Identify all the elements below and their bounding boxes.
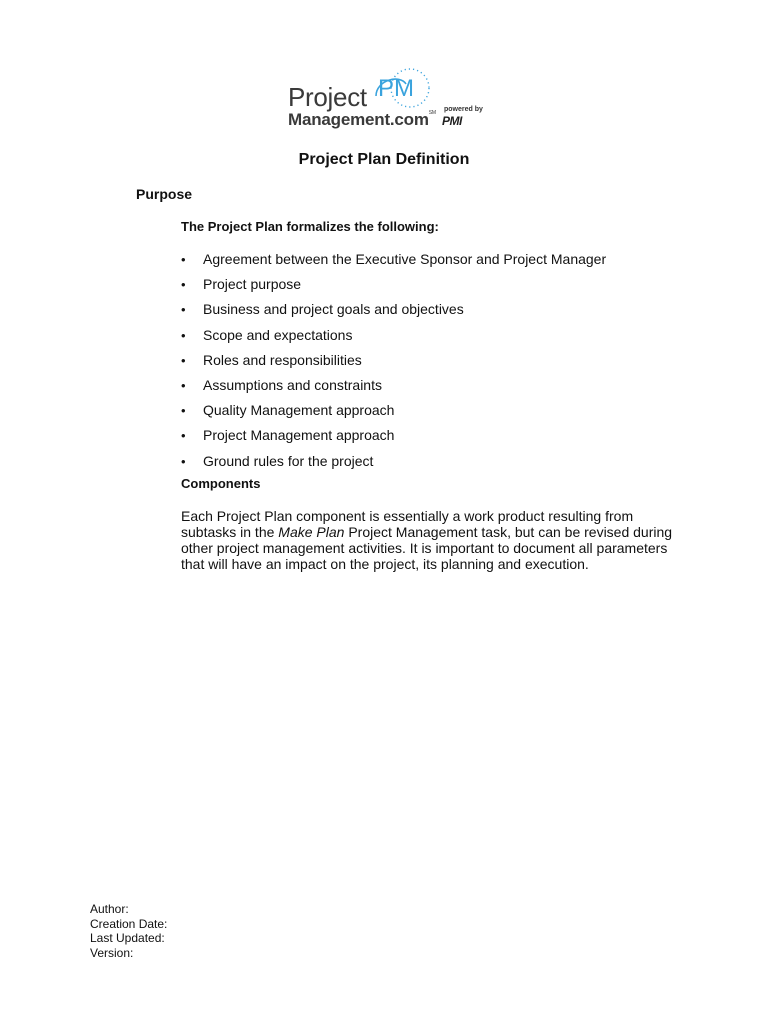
document-metadata-footer	[90, 902, 167, 960]
components-heading: Components	[181, 476, 261, 491]
list-item-text: Project purpose	[203, 276, 302, 293]
bullet-icon: •	[181, 302, 186, 318]
logo-pm-text: PM	[378, 75, 414, 102]
author-label: Author:	[90, 902, 129, 916]
logo-management-label: Management.com	[288, 110, 429, 129]
components-paragraph	[181, 508, 681, 572]
components-text-part1: Each Project Plan component is essentially a work product resulting from subtasks in the	[181, 508, 634, 540]
list-item-text: Ground rules for the project	[203, 452, 374, 469]
logo-management-text	[288, 111, 436, 128]
list-item	[181, 301, 606, 326]
bullet-icon: •	[181, 252, 186, 267]
logo-service-mark: SM	[428, 110, 436, 116]
document-title: Project Plan Definition	[298, 151, 470, 168]
bullet-icon: •	[181, 453, 186, 469]
list-item-text: Quality Management approach	[203, 402, 395, 419]
purpose-intro: The Project Plan formalizes the following:	[181, 219, 439, 234]
bullet-icon: •	[181, 428, 186, 444]
list-item	[181, 377, 606, 402]
last-updated-label: Last Updated:	[90, 931, 165, 945]
list-item-text: Roles and responsibilities	[203, 351, 362, 368]
list-item-text: Scope and expectations	[203, 326, 353, 343]
list-item	[181, 251, 606, 276]
bullet-icon: •	[181, 352, 186, 368]
bullet-icon: •	[181, 327, 186, 343]
logo-project-text: Project	[288, 82, 367, 112]
bullet-icon: •	[181, 277, 186, 293]
list-item	[181, 327, 606, 352]
logo-powered-by: powered by	[444, 106, 483, 113]
list-item-text: Business and project goals and objectives	[203, 301, 464, 318]
projectmanagement-logo	[288, 66, 484, 132]
list-item	[181, 276, 606, 301]
pm-speech-bubble-icon	[370, 66, 446, 114]
components-text-part2: Project Management task, but can be revised during other project management activities. It is important to document all parameters that will have an impact on the project, its planning and execution.	[181, 524, 673, 572]
purpose-heading: Purpose	[136, 186, 193, 202]
list-item-text: Assumptions and constraints	[203, 376, 382, 393]
list-item	[181, 427, 606, 452]
logo-pmi: PMI	[442, 114, 462, 128]
creation-date-label: Creation Date:	[90, 916, 168, 931]
list-item	[181, 352, 606, 377]
version-label: Version:	[90, 945, 134, 960]
list-item	[181, 453, 606, 478]
bullet-icon: •	[181, 403, 186, 419]
list-item	[181, 402, 606, 427]
list-item-text: Agreement between the Executive Sponsor and Project Manager	[203, 251, 607, 267]
list-item-text: Project Management approach	[203, 427, 395, 444]
bullet-icon: •	[181, 377, 186, 393]
purpose-bullet-list	[181, 251, 606, 478]
make-plan-emphasis: Make Plan	[278, 524, 345, 540]
